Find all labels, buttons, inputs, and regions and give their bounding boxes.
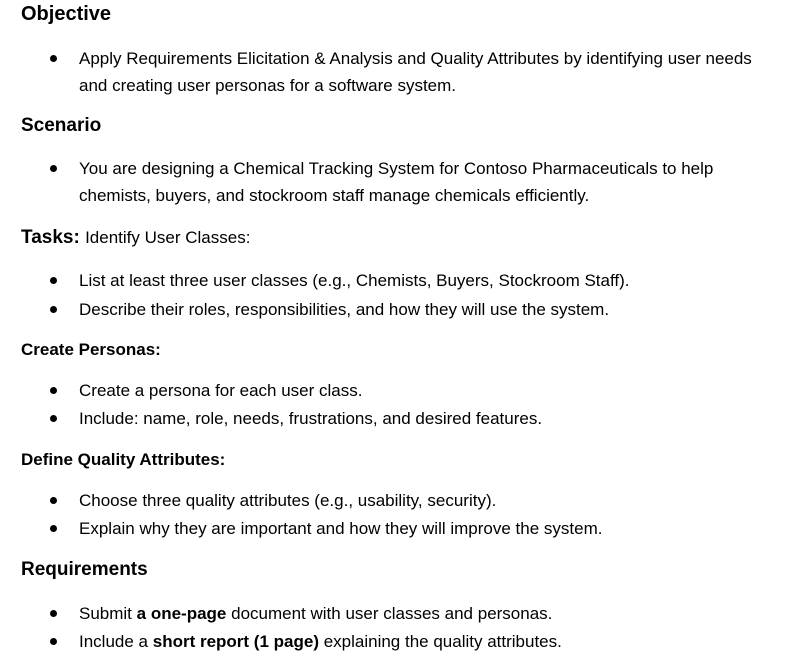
list-item: Explain why they are important and how they will improve the system.: [79, 515, 602, 542]
list-item: You are designing a Chemical Tracking System for Contoso Pharmaceuticals to help chemists, buyers, and stockroom staff manage chemicals efficiently.: [79, 155, 779, 209]
list-item: Submit a one-page document with user classes and personas.: [79, 600, 552, 627]
bullet-icon: [50, 525, 57, 532]
bullet-icon: [50, 277, 57, 284]
list-item: Choose three quality attributes (e.g., usability, security).: [79, 487, 496, 514]
list-item: Apply Requirements Elicitation & Analysis and Quality Attributes by identifying user needs and creating user personas for a software system.: [79, 45, 779, 99]
list-item: Include a short report (1 page) explaining the quality attributes.: [79, 628, 562, 655]
list-item: Include: name, role, needs, frustrations, and desired features.: [79, 405, 542, 432]
personas-heading: Create Personas:: [21, 340, 161, 359]
bullet-icon: [50, 638, 57, 645]
objective-heading: Objective: [21, 3, 112, 25]
tasks-heading: [21, 227, 250, 249]
bullet-icon: [50, 497, 57, 504]
requirements-heading: Requirements: [21, 559, 148, 580]
list-item: Create a persona for each user class.: [79, 377, 362, 404]
emphasis-text: short report (1 page): [152, 632, 319, 651]
tasks-label: Tasks:: [21, 227, 80, 248]
quality-heading: Define Quality Attributes:: [21, 450, 226, 469]
bullet-icon: [50, 55, 57, 62]
bullet-icon: [50, 610, 57, 617]
scenario-heading: Scenario: [21, 115, 102, 136]
bullet-icon: [50, 415, 57, 422]
emphasis-text: a one-page: [136, 604, 227, 623]
tasks-subheading: Identify User Classes:: [85, 228, 251, 247]
list-item: Describe their roles, responsibilities, and how they will use the system.: [79, 296, 609, 323]
bullet-icon: [50, 387, 57, 394]
bullet-icon: [50, 165, 57, 172]
bullet-icon: [50, 306, 57, 313]
list-item: List at least three user classes (e.g., Chemists, Buyers, Stockroom Staff).: [79, 267, 630, 294]
